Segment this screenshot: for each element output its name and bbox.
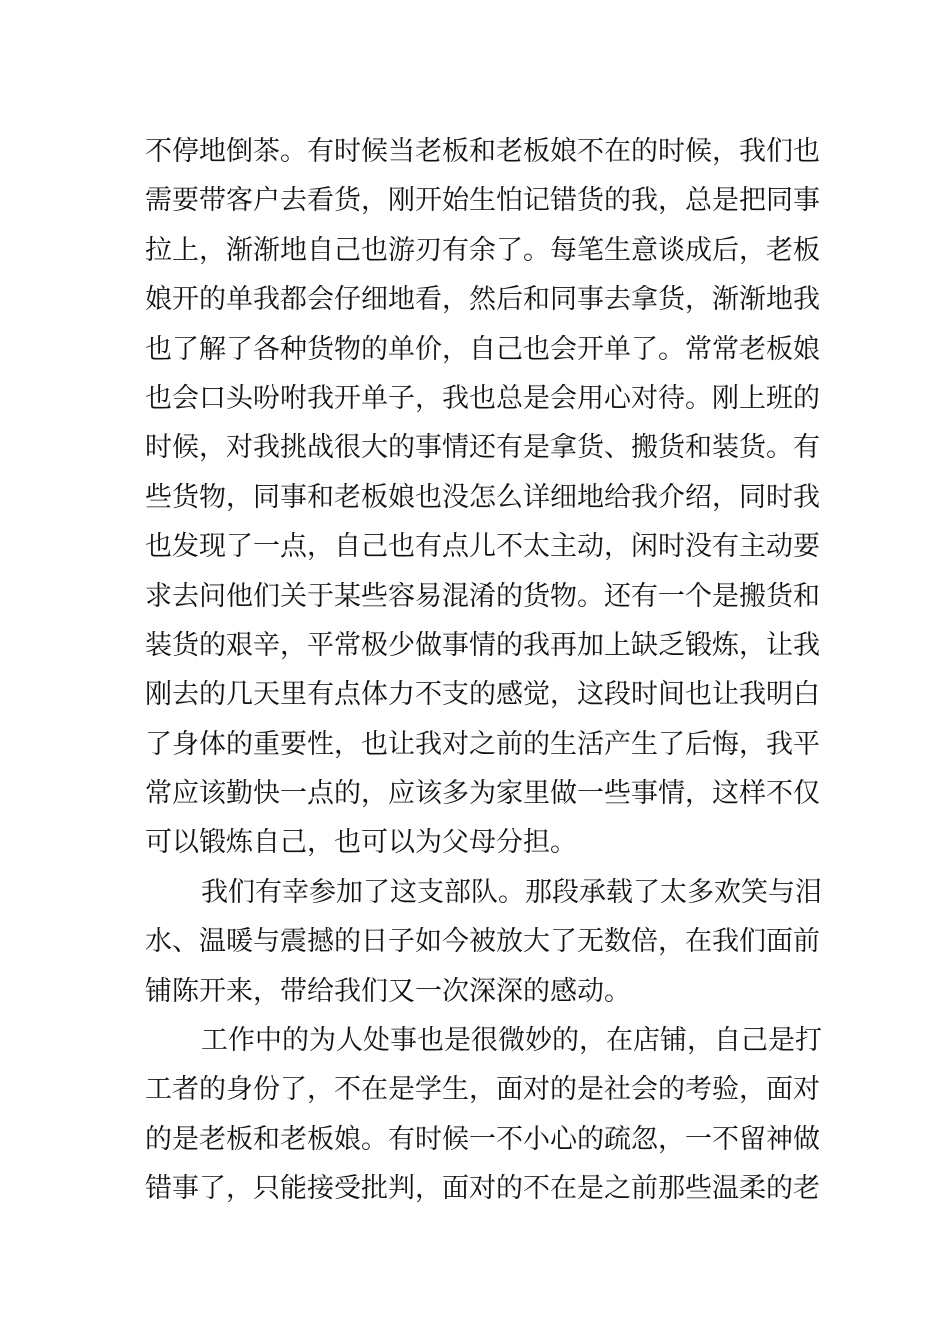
text-line: 水、温暖与震撼的日子如今被放大了无数倍，在我们面前 bbox=[145, 926, 820, 958]
text-line: 也会口头吩咐我开单子，我也总是会用心对待。刚上班的 bbox=[145, 382, 820, 414]
text-line: 娘开的单我都会仔细地看，然后和同事去拿货，渐渐地我 bbox=[145, 284, 820, 316]
text-line: 可以锻炼自己，也可以为父母分担。 bbox=[145, 827, 577, 859]
text-line: 刚去的几天里有点体力不支的感觉，这段时间也让我明白 bbox=[145, 679, 820, 711]
text-line: 也了解了各种货物的单价，自己也会开单了。常常老板娘 bbox=[145, 333, 820, 365]
text-line: 些货物，同事和老板娘也没怎么详细地给我介绍，同时我 bbox=[145, 481, 820, 513]
paragraph bbox=[145, 127, 820, 868]
text-line: 了身体的重要性，也让我对之前的生活产生了后悔，我平 bbox=[145, 728, 820, 760]
text-line: 拉上，渐渐地自己也游刃有余了。每笔生意谈成后，老板 bbox=[145, 234, 820, 266]
text-line: 不停地倒茶。有时候当老板和老板娘不在的时候，我们也 bbox=[145, 136, 820, 167]
text-line: 需要带客户去看货，刚开始生怕记错货的我，总是把同事 bbox=[145, 185, 820, 217]
text-line: 的是老板和老板娘。有时候一不小心的疏忽，一不留神做 bbox=[145, 1123, 820, 1155]
text-line: 时候，对我挑战很大的事情还有是拿货、搬货和装货。有 bbox=[145, 432, 820, 464]
paragraph bbox=[145, 868, 822, 1016]
text-line: 工作中的为人处事也是很微妙的，在店铺，自己是打 bbox=[201, 1025, 822, 1057]
text-line: 装货的艰辛，平常极少做事情的我再加上缺乏锻炼，让我 bbox=[145, 629, 820, 661]
text-line: 工者的身份了，不在是学生，面对的是社会的考验，面对 bbox=[145, 1074, 820, 1106]
text-line: 也发现了一点，自己也有点儿不太主动，闲时没有主动要 bbox=[145, 531, 820, 563]
text-line: 求去问他们关于某些容易混淆的货物。还有一个是搬货和 bbox=[145, 580, 820, 612]
text-line: 我们有幸参加了这支部队。那段承载了太多欢笑与泪 bbox=[201, 876, 822, 908]
paragraph bbox=[145, 1016, 822, 1214]
body-text bbox=[145, 127, 822, 1214]
text-line: 常应该勤快一点的，应该多为家里做一些事情，这样不仅 bbox=[145, 778, 820, 810]
text-line: 铺陈开来，带给我们又一次深深的感动。 bbox=[145, 975, 631, 1007]
text-line: 错事了，只能接受批判，面对的不在是之前那些温柔的老 bbox=[145, 1173, 820, 1205]
